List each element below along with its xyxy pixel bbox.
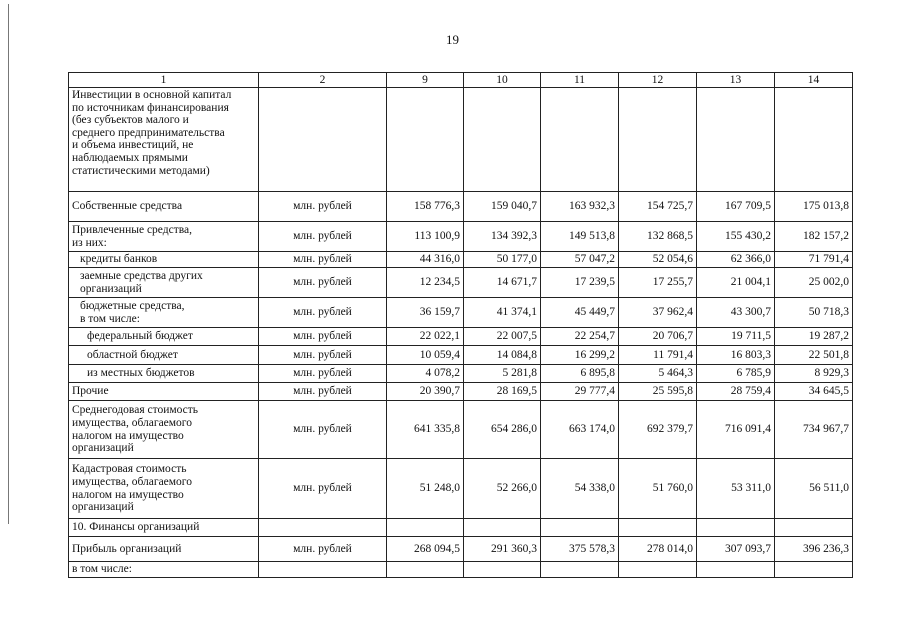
value-cell: 25 595,8 [619,383,697,401]
left-margin-line [8,4,9,524]
table-row [69,328,853,346]
table-row [69,192,853,222]
row-label: заемные средства других организаций [69,268,259,298]
value-cell: 71 791,4 [775,252,853,268]
value-cell [464,562,541,578]
value-cell: 44 316,0 [387,252,464,268]
table-row [69,222,853,252]
table-row [69,268,853,298]
row-label: из местных бюджетов [69,365,259,383]
value-cell [619,519,697,537]
value-cell: 307 093,7 [697,537,775,562]
value-cell [697,562,775,578]
value-cell: 278 014,0 [619,537,697,562]
value-cell: 22 022,1 [387,328,464,346]
value-cell: 182 157,2 [775,222,853,252]
value-cell [775,88,853,192]
value-cell [619,562,697,578]
table-row [69,365,853,383]
value-cell [619,88,697,192]
column-number: 13 [697,73,775,88]
row-unit: млн. рублей [259,401,387,459]
value-cell: 716 091,4 [697,401,775,459]
value-cell: 167 709,5 [697,192,775,222]
value-cell: 132 868,5 [619,222,697,252]
value-cell: 5 464,3 [619,365,697,383]
row-unit: млн. рублей [259,192,387,222]
value-cell: 375 578,3 [541,537,619,562]
table-row [69,298,853,328]
value-cell [387,519,464,537]
value-cell: 52 266,0 [464,459,541,519]
value-cell: 663 174,0 [541,401,619,459]
column-number: 12 [619,73,697,88]
row-unit [259,88,387,192]
value-cell: 16 299,2 [541,346,619,365]
column-number: 11 [541,73,619,88]
value-cell: 28 169,5 [464,383,541,401]
row-label: Прочие [69,383,259,401]
value-cell: 5 281,8 [464,365,541,383]
row-label: областной бюджет [69,346,259,365]
value-cell: 154 725,7 [619,192,697,222]
value-cell [541,88,619,192]
value-cell: 22 007,5 [464,328,541,346]
value-cell: 396 236,3 [775,537,853,562]
value-cell [387,88,464,192]
column-number: 10 [464,73,541,88]
value-cell: 734 967,7 [775,401,853,459]
value-cell [464,519,541,537]
row-unit: млн. рублей [259,268,387,298]
value-cell: 17 239,5 [541,268,619,298]
value-cell: 57 047,2 [541,252,619,268]
value-cell: 25 002,0 [775,268,853,298]
table-row [69,252,853,268]
value-cell: 268 094,5 [387,537,464,562]
table-row [69,562,853,578]
value-cell: 11 791,4 [619,346,697,365]
value-cell: 6 785,9 [697,365,775,383]
page-number: 19 [446,32,459,47]
value-cell: 291 360,3 [464,537,541,562]
value-cell: 14 084,8 [464,346,541,365]
column-number: 9 [387,73,464,88]
value-cell: 163 932,3 [541,192,619,222]
value-cell: 17 255,7 [619,268,697,298]
value-cell: 654 286,0 [464,401,541,459]
row-label: Привлеченные средства, из них: [69,222,259,252]
value-cell: 41 374,1 [464,298,541,328]
value-cell: 19 287,2 [775,328,853,346]
value-cell: 28 759,4 [697,383,775,401]
investment-finance-table [68,72,853,578]
value-cell: 51 760,0 [619,459,697,519]
value-cell: 50 718,3 [775,298,853,328]
value-cell: 12 234,5 [387,268,464,298]
value-cell: 52 054,6 [619,252,697,268]
row-label: Прибыль организаций [69,537,259,562]
row-label: Кадастровая стоимость имущества, облагаемого налогом на имущество организаций [69,459,259,519]
row-label: в том числе: [69,562,259,578]
value-cell: 10 059,4 [387,346,464,365]
row-label: бюджетные средства, в том числе: [69,298,259,328]
row-unit [259,562,387,578]
value-cell [697,88,775,192]
value-cell [387,562,464,578]
value-cell: 62 366,0 [697,252,775,268]
row-unit: млн. рублей [259,383,387,401]
value-cell: 43 300,7 [697,298,775,328]
value-cell: 53 311,0 [697,459,775,519]
column-number: 2 [259,73,387,88]
value-cell: 22 254,7 [541,328,619,346]
value-cell: 45 449,7 [541,298,619,328]
row-unit: млн. рублей [259,298,387,328]
table-row [69,537,853,562]
value-cell: 4 078,2 [387,365,464,383]
row-label: 10. Финансы организаций [69,519,259,537]
value-cell: 149 513,8 [541,222,619,252]
value-cell: 29 777,4 [541,383,619,401]
row-unit: млн. рублей [259,365,387,383]
value-cell: 21 004,1 [697,268,775,298]
value-cell: 34 645,5 [775,383,853,401]
value-cell: 54 338,0 [541,459,619,519]
value-cell [775,519,853,537]
row-unit: млн. рублей [259,252,387,268]
value-cell: 20 390,7 [387,383,464,401]
table-row [69,519,853,537]
value-cell [697,519,775,537]
column-number-row [69,73,853,88]
value-cell: 8 929,3 [775,365,853,383]
row-unit: млн. рублей [259,459,387,519]
table-row [69,88,853,192]
row-label: кредиты банков [69,252,259,268]
value-cell: 155 430,2 [697,222,775,252]
value-cell [541,519,619,537]
table-row [69,459,853,519]
value-cell: 113 100,9 [387,222,464,252]
row-unit [259,519,387,537]
value-cell: 16 803,3 [697,346,775,365]
value-cell: 158 776,3 [387,192,464,222]
value-cell: 36 159,7 [387,298,464,328]
value-cell: 37 962,4 [619,298,697,328]
column-number: 1 [69,73,259,88]
row-label: Среднегодовая стоимость имущества, облагаемого налогом на имущество организаций [69,401,259,459]
value-cell: 20 706,7 [619,328,697,346]
row-label: Инвестиции в основной капитал по источникам финансирования (без субъектов малого и среднего предпринимательства и объема инвестиций, не наблюдаемых прямыми статистическими методами) [69,88,259,192]
value-cell: 50 177,0 [464,252,541,268]
value-cell [775,562,853,578]
row-unit: млн. рублей [259,346,387,365]
value-cell: 51 248,0 [387,459,464,519]
row-label: федеральный бюджет [69,328,259,346]
row-unit: млн. рублей [259,537,387,562]
value-cell: 14 671,7 [464,268,541,298]
value-cell: 692 379,7 [619,401,697,459]
value-cell: 641 335,8 [387,401,464,459]
table-row [69,346,853,365]
table-row [69,401,853,459]
value-cell [464,88,541,192]
value-cell: 134 392,3 [464,222,541,252]
row-unit: млн. рублей [259,222,387,252]
value-cell: 56 511,0 [775,459,853,519]
value-cell: 19 711,5 [697,328,775,346]
value-cell: 175 013,8 [775,192,853,222]
column-number: 14 [775,73,853,88]
row-unit: млн. рублей [259,328,387,346]
value-cell: 22 501,8 [775,346,853,365]
value-cell [541,562,619,578]
value-cell: 6 895,8 [541,365,619,383]
table-body [69,88,853,578]
value-cell: 159 040,7 [464,192,541,222]
row-label: Собственные средства [69,192,259,222]
table-row [69,383,853,401]
